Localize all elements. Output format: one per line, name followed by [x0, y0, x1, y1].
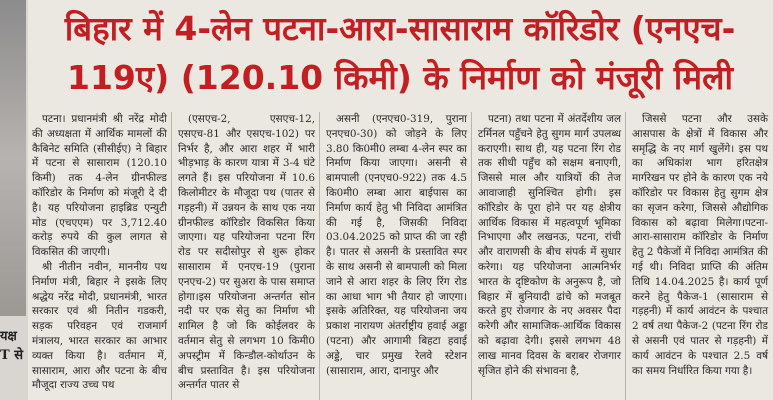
headline — [30, 4, 770, 102]
article-column-4 — [478, 112, 626, 400]
adjacent-text-line: T से — [0, 348, 23, 363]
adjacent-text-line: यक्ष — [0, 329, 17, 344]
article-column-1 — [32, 112, 172, 400]
paragraph: (एसएच-2, एसएच-12, एसएच-81 और एसएच-102) पर निर्भर है, और आरा शहर में भारी भीड़भाड़ के कारण यात्रा में 3-4 घंटे लगते हैं। इस परियोजना में 10.6 किलोमीटर के मौजूदा पथ (पातर से गड़हनी) में उन्नयन के साथ एक नया ग्रीनफील्ड कॉरिडोर विकसित किया जाएगा। यह परियोजना पटना रिंग रोड पर सदीसोपुर से शुरू होकर सासाराम में एनएच-19 (पुराना एनएच-2) पर सुअरा के पास समाप्त होगा।इस परियोजना अन्तर्गत सोन नदी पर एक सेतु का निर्माण भी शामिल है जो कि कोईलवर के वर्तमान सेतु से लगभग 10 किमी0 अपस्ट्रीम में किन्डौल-कोर्थाउन के बीच प्रस्तावित है। इस परियोजना अन्तर्गत पातर से — [178, 113, 315, 392]
article-column-3 — [326, 112, 472, 400]
paragraph: श्री नीतीन नवीन, माननीय पथ निर्माण मंत्री, बिहार ने इसके लिए श्रद्धेय नरेंद्र मोदी, प्रधानमंत्री, भारत सरकार एवं श्री नितीन गडकरी, सड़क परिवहन एवं राजमार्ग मंत्रालय, भारत सरकार का आभार व्यक्त किया है। वर्तमान में, सासाराम, आरा और पटना के बीच मौजूदा राज्य उच्च पथ — [32, 260, 167, 392]
headline-line-2: 119ए) (120.10 किमी) के निर्माण को मंजूरी मिली — [66, 58, 734, 97]
paragraph: असनी (एनएच0-319, पुराना एनएच0-30) को जोड़ने के लिए 3.80 कि0मी0 लम्बा 4-लेन स्पर का निर्माण किया जाएगा। असनी से बामपाली (एनएच0-922) तक 4.5 कि0मी0 लम्बा आरा बाईपास का निर्माण कार्य हेतु भी निविदा आमंत्रित की गई है, जिसकी निविदा 03.04.2025 को प्राप्त की जा रही है। पातर से असनी के प्रस्तावित स्पर के साथ असनी से बामपाली को मिला जाने से आरा शहर के लिए रिंग रोड का आधा भाग भी तैयार हो जाएगा। इसके अतिरिक्त, यह परियोजना जय प्रकाश नारायण अंतर्राष्ट्रीय हवाई अड्डा (पटना) और आगामी बिहटा हवाई अड्डे, चार प्रमुख रेलवे स्टेशन (सासाराम, आरा, दानापुर और — [326, 113, 467, 377]
paragraph: जिससे पटना और उसके आसपास के क्षेत्रों में विकास और समृद्धि के नए मार्ग खुलेंगे। इस पथ का अधिकांश भाग हरितक्षेत्र मार्गरेखन पर होने के कारण एक नये कॉरिडोर पर विकास हेतु सुगम क्षेत्र का सृजन करेगा, जिससे औद्योगिक विकास को बढ़ावा मिलेगा।पटना-आरा-सासाराम कॉरिडोर के निर्माण हेतु 2 पैकेजों में निविदा आमंत्रित की गई थी। निविदा प्राप्ति की अंतिम तिथि 14.04.2025 है। कार्य पूर्ण करने हेतु पैकेज-1 (सासाराम से गड़हनी) में कार्य आवंटन के पश्चात 2 वर्ष तथा पैकेज-2 (पटना रिंग रोड से असनी एवं पातर से गड़हनी) में कार्य आवंटन के पश्चात 2.5 वर्ष का समय निर्धारित किया गया है। — [632, 113, 768, 377]
paragraph: पटना) तथा पटना में अंतर्देशीय जल टर्मिनल पहुँचने हेतु सुगम मार्ग उपलब्ध कराएगी। साथ ही, यह पटना रिंग रोड तक सीधी पहुँच को सक्षम बनाएगी, जिससे माल और यात्रियों की तेज आवाजाही सुनिश्चित होगी। इस कॉरिडोर के पूरा होने पर यह क्षेत्रीय आर्थिक विकास में महत्वपूर्ण भूमिका निभाएगा और लखनऊ, पटना, रांची और वाराणसी के बीच संपर्क में सुधार करेगा। यह परियोजना आत्मनिर्भर भारत के दृष्टिकोण के अनुरूप है, जो बिहार में बुनियादी ढांचे को मजबूत करते हुए रोजगार के नए अवसर पैदा करेगी और सामाजिक-आर्थिक विकास को बढ़ावा देगी। इससे लगभग 48 लाख मानव दिवस के बराबर रोजगार सृजित होने की संभावना है, — [478, 113, 621, 377]
paragraph: पटना। प्रधानमंत्री श्री नरेंद्र मोदी की अध्यक्षता में आर्थिक मामलों की कैबिनेट समिति (सीसीईए) ने बिहार में पटना से सासाराम (120.10 किमी) तक 4-लेन ग्रीनफील्ड कॉरिडोर के निर्माण को मंजूरी दे दी है। यह परियोजना हाइब्रिड एन्युटी मोड (एचएएम) पर 3,712.40 करोड़ रुपये की कुल लागत से विकसित की जाएगी। — [32, 113, 167, 259]
headline-line-1: बिहार में 4-लेन पटना-आरा-सासाराम कॉरिडोर (एनएच- — [64, 9, 736, 48]
adjacent-photo — [0, 0, 26, 316]
article-column-2 — [178, 112, 320, 400]
article-body — [32, 112, 772, 400]
adjacent-article-edge — [0, 0, 28, 400]
article-column-5 — [632, 112, 772, 400]
